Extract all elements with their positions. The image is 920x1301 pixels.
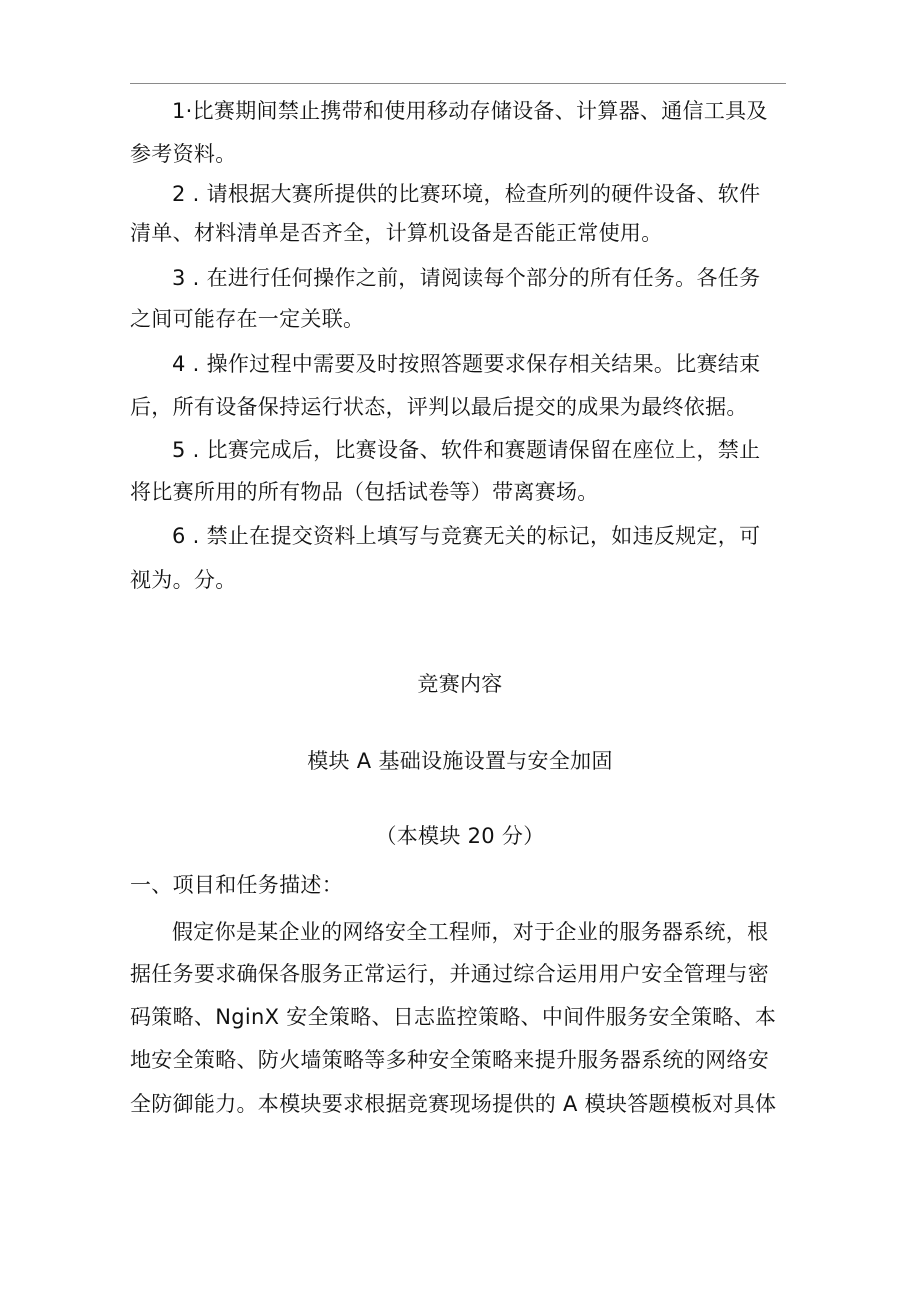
note-3-line-1: 3 . 在进行任何操作之前，请阅读每个部分的所有任务。各任务 — [172, 266, 761, 290]
note-4-line-1: 4 . 操作过程中需要及时按照答题要求保存相关结果。比赛结束 — [172, 352, 761, 376]
note-5-line-2: 将比赛所用的所有物品（包括试卷等）带离赛场。 — [130, 480, 599, 504]
header-divider — [130, 83, 786, 84]
note-3-line-2: 之间可能存在一定关联。 — [130, 307, 365, 331]
part-heading: 一、项目和任务描述： — [130, 873, 343, 897]
note-2-line-2: 清单、材料清单是否齐全，计算机设备是否能正常使用。 — [130, 221, 663, 245]
paragraph-line-1: 假定你是某企业的网络安全工程师，对于企业的服务器系统，根 — [172, 920, 769, 944]
paragraph-line-3: 码策略、NginX 安全策略、日志监控策略、中间件服务安全策略、本 — [130, 1005, 777, 1029]
module-score: （本模块 20 分） — [375, 824, 545, 848]
module-title: 模块 A 基础设施设置与安全加固 — [307, 749, 613, 773]
note-1-line-2: 参考资料。 — [130, 142, 237, 166]
paragraph-line-2: 据任务要求确保各服务正常运行，并通过综合运用用户安全管理与密 — [130, 962, 769, 986]
note-6-line-2: 视为。分。 — [130, 568, 237, 592]
note-4-line-2: 后，所有设备保持运行状态，评判以最后提交的成果为最终依据。 — [130, 395, 748, 419]
note-2-line-1: 2 . 请根据大赛所提供的比赛环境，检查所列的硬件设备、软件 — [172, 182, 761, 206]
section-title: 竞赛内容 — [417, 672, 503, 696]
note-6-line-1: 6 . 禁止在提交资料上填写与竞赛无关的标记，如违反规定，可 — [172, 524, 761, 548]
note-5-line-1: 5 . 比赛完成后，比赛设备、软件和赛题请保留在座位上，禁止 — [172, 438, 761, 462]
paragraph-line-5: 全防御能力。本模块要求根据竞赛现场提供的 A 模块答题模板对具体 — [130, 1092, 777, 1116]
paragraph-line-4: 地安全策略、防火墙策略等多种安全策略来提升服务器系统的网络安 — [130, 1048, 769, 1072]
note-1-line-1: 1·比赛期间禁止携带和使用移动存储设备、计算器、通信工具及 — [172, 99, 768, 123]
